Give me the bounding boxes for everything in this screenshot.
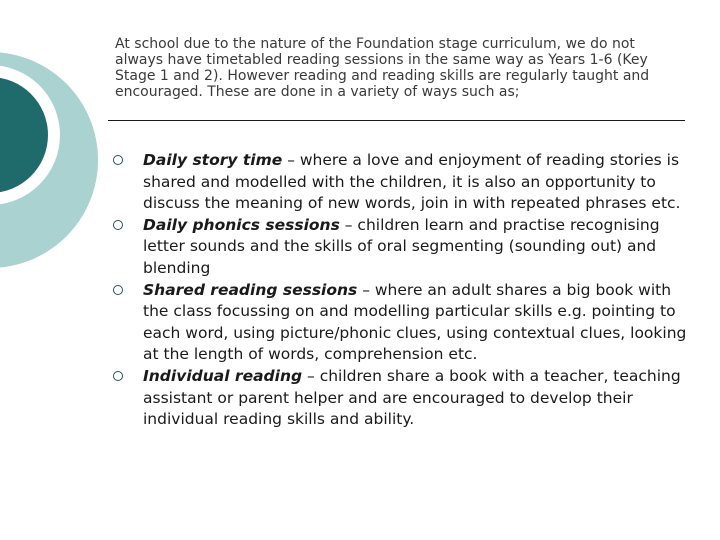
bullet-term: Individual reading bbox=[143, 366, 303, 385]
bullet-text: – where a love and enjoyment of reading stories is shared and modelled with the children, it is also an opportunity to discuss the meaning of new words, join in with repeated phrases etc. bbox=[143, 151, 681, 213]
slide-decoration bbox=[0, 0, 110, 540]
circle-bullet-icon bbox=[113, 371, 123, 381]
circle-bullet-icon bbox=[113, 285, 123, 295]
bullet-item-phonics bbox=[112, 215, 692, 280]
bullet-text: – children share a book with a teacher, teaching assistant or parent helper and are encouraged to develop their individual reading skills and ability. bbox=[143, 366, 681, 429]
bullet-item-individual-reading bbox=[112, 366, 692, 431]
circle-bullet-icon bbox=[113, 220, 123, 230]
bullet-text: – where an adult shares a big book with the class focussing on and modelling particular skills e.g. pointing to each word, using picture/phonic clues, using contextual clues, looking at the length of words, comprehension etc. bbox=[143, 280, 687, 364]
bullet-term: Shared reading sessions bbox=[143, 280, 358, 299]
divider-line bbox=[108, 120, 685, 121]
circle-bullet-icon bbox=[113, 155, 123, 165]
bullet-text: – children learn and practise recognising letter sounds and the skills of oral segmenting (sounding out) and blending bbox=[143, 215, 660, 277]
bullet-item-story-time bbox=[112, 150, 692, 215]
bullet-list bbox=[112, 150, 692, 431]
bullet-term: Daily phonics sessions bbox=[143, 215, 340, 234]
intro-paragraph: At school due to the nature of the Foundation stage curriculum, we do not always have timetabled reading sessions in the same way as Years 1-6 (Key Stage 1 and 2). However reading and reading skills are regularly taught and encouraged. These are done in a variety of ways such as; bbox=[115, 36, 650, 100]
bullet-item-shared-reading bbox=[112, 280, 692, 366]
bullet-term: Daily story time bbox=[143, 151, 283, 169]
